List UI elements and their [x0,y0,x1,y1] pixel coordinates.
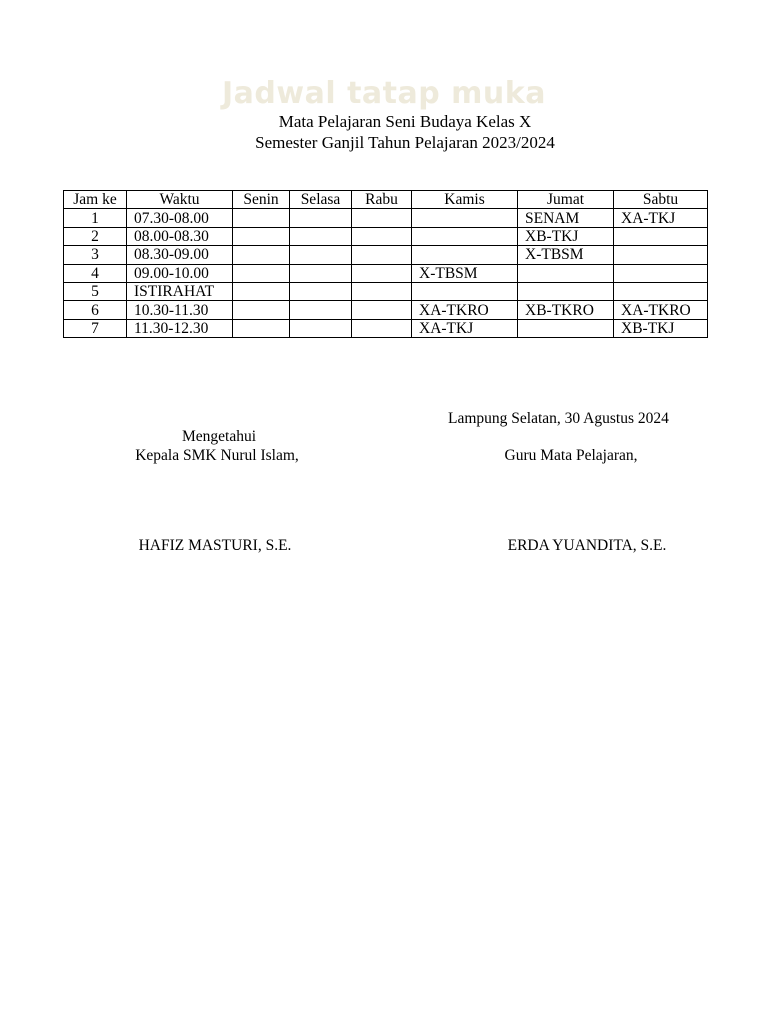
table-row [64,264,708,282]
cell-kamis: X-TBSM [412,264,518,282]
cell-selasa [290,264,352,282]
cell-senin [233,264,290,282]
cell-senin [233,209,290,227]
cell-jam-ke: 4 [64,264,127,282]
cell-kamis: XA-TKRO [412,301,518,319]
header-jam-ke: Jam ke [64,191,127,209]
cell-jumat [518,264,614,282]
cell-sabtu: XA-TKRO [614,301,708,319]
left-acknowledge-label: Mengetahui [181,428,257,445]
header-waktu: Waktu [127,191,233,209]
cell-sabtu [614,246,708,264]
cell-selasa [290,209,352,227]
cell-sabtu: XB-TKJ [614,319,708,337]
table-row [64,227,708,245]
cell-rabu [352,264,412,282]
cell-waktu: 07.30-08.00 [127,209,233,227]
left-signer-title: Kepala SMK Nurul Islam, [135,447,299,464]
cell-kamis [412,227,518,245]
cell-jam-ke: 2 [64,227,127,245]
cell-rabu [352,282,412,300]
cell-waktu: 10.30-11.30 [127,301,233,319]
cell-selasa [290,301,352,319]
cell-jumat [518,319,614,337]
subtitle-subject: Mata Pelajaran Seni Budaya Kelas X [278,112,532,131]
cell-sabtu [614,264,708,282]
table-row [64,319,708,337]
cell-waktu: 09.00-10.00 [127,264,233,282]
cell-senin [233,227,290,245]
table-row [64,209,708,227]
cell-waktu: 11.30-12.30 [127,319,233,337]
left-signer-name: HAFIZ MASTURI, S.E. [138,537,292,554]
cell-waktu: ISTIRAHAT [127,282,233,300]
cell-waktu: 08.30-09.00 [127,246,233,264]
cell-kamis [412,209,518,227]
cell-sabtu [614,227,708,245]
header-jumat: Jumat [518,191,614,209]
header-rabu: Rabu [352,191,412,209]
cell-waktu: 08.00-08.30 [127,227,233,245]
cell-jumat: XB-TKJ [518,227,614,245]
table-row [64,246,708,264]
table-row [64,282,708,300]
cell-senin [233,319,290,337]
cell-rabu [352,319,412,337]
cell-kamis [412,282,518,300]
right-signer-name: ERDA YUANDITA, S.E. [507,537,667,554]
cell-jam-ke: 7 [64,319,127,337]
cell-kamis [412,246,518,264]
cell-senin [233,282,290,300]
header-selasa: Selasa [290,191,352,209]
watermark-title: Jadwal tatap muka [222,76,546,111]
cell-jam-ke: 5 [64,282,127,300]
cell-kamis: XA-TKJ [412,319,518,337]
cell-senin [233,246,290,264]
cell-senin [233,301,290,319]
cell-selasa [290,227,352,245]
table-row [64,301,708,319]
header-senin: Senin [233,191,290,209]
cell-rabu [352,227,412,245]
table-header-row [64,191,708,209]
cell-sabtu: XA-TKJ [614,209,708,227]
cell-rabu [352,246,412,264]
cell-jam-ke: 6 [64,301,127,319]
cell-jumat: SENAM [518,209,614,227]
cell-rabu [352,301,412,319]
cell-rabu [352,209,412,227]
cell-jumat: X-TBSM [518,246,614,264]
cell-jam-ke: 3 [64,246,127,264]
right-signer-title: Guru Mata Pelajaran, [504,447,638,464]
subtitle-semester: Semester Ganjil Tahun Pelajaran 2023/2024 [255,133,555,152]
schedule-table [63,190,708,338]
cell-selasa [290,319,352,337]
header-sabtu: Sabtu [614,191,708,209]
cell-sabtu [614,282,708,300]
place-date: Lampung Selatan, 30 Agustus 2024 [448,410,669,427]
cell-selasa [290,246,352,264]
cell-jumat: XB-TKRO [518,301,614,319]
cell-selasa [290,282,352,300]
header-kamis: Kamis [412,191,518,209]
cell-jam-ke: 1 [64,209,127,227]
cell-jumat [518,282,614,300]
